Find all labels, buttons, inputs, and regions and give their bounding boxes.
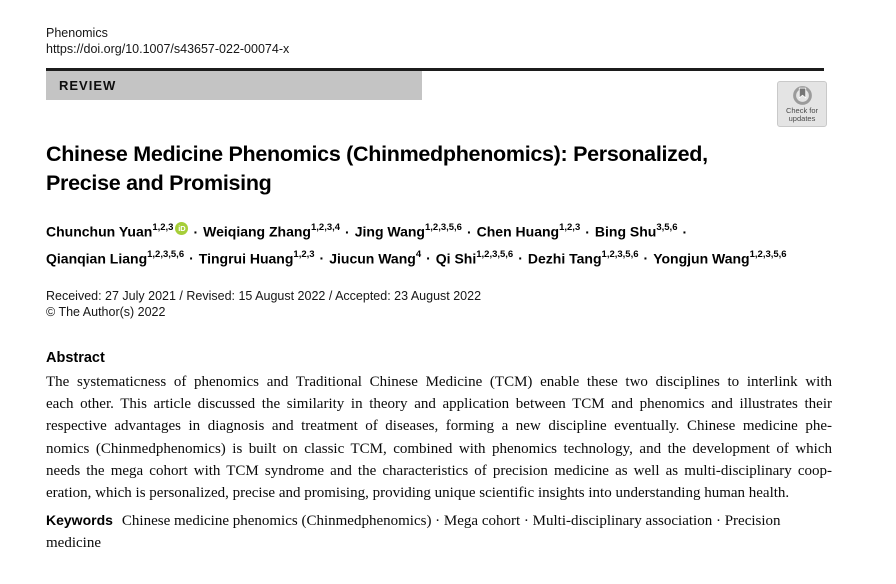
author-separator: · bbox=[643, 250, 649, 267]
author-separator: · bbox=[585, 223, 590, 240]
author-name: Tingrui Huang bbox=[198, 250, 294, 267]
author-separator: · bbox=[466, 223, 472, 240]
abstract-line: respective advantages in diagnosis and treatment of diseases, forming a new discipline eventually. Chinese medicine phe- bbox=[46, 418, 832, 435]
article-title-line2: Precise and Promising bbox=[46, 170, 272, 195]
author-affiliation-numbers: 1,2,3,5,6 bbox=[424, 222, 462, 233]
badge-text-line2: updates bbox=[788, 114, 816, 123]
author-name: Chunchun Yuan bbox=[46, 223, 153, 240]
copyright-line: © The Author(s) 2022 bbox=[46, 305, 166, 319]
author-separator: · bbox=[518, 250, 523, 267]
author-affiliation-numbers: 1,2,3,5,6 bbox=[147, 248, 185, 260]
author-separator: · bbox=[193, 223, 199, 240]
author-name: Dezhi Tang bbox=[527, 250, 602, 267]
author-line bbox=[46, 244, 787, 271]
author-list bbox=[46, 217, 787, 270]
author-affiliation-numbers: 3,5,6 bbox=[656, 222, 678, 233]
author-affiliation-numbers: 1,2,3,5,6 bbox=[601, 248, 639, 260]
article-meta bbox=[46, 288, 481, 320]
badge-text bbox=[786, 107, 818, 124]
abstract-line: eration, which is personalized, precise and promising, providing unique scientific insights into understanding human health. bbox=[46, 485, 790, 502]
author-separator: · bbox=[426, 250, 431, 267]
author-affiliation-numbers: 1,2,3 bbox=[152, 222, 174, 233]
abstract-line: needs the mega cohort with TCM syndrome and the characteristics of precision medicine as well as multi-disciplinary coop- bbox=[46, 462, 832, 479]
author-name: Qianqian Liang bbox=[46, 250, 148, 267]
author-affiliation-numbers: 4 bbox=[415, 248, 422, 260]
author-name: Qi Shi bbox=[435, 250, 477, 267]
abstract-line: The systematicness of phenomics and Traditional Chinese Medicine (TCM) enable these two disciplines to interlink with bbox=[46, 374, 832, 390]
check-for-updates-badge[interactable] bbox=[777, 81, 827, 127]
author-separator: · bbox=[189, 250, 194, 267]
author-name: Jing Wang bbox=[354, 223, 425, 240]
author-name: Chen Huang bbox=[476, 223, 560, 240]
author-affiliation-numbers: 1,2,3,4 bbox=[310, 222, 341, 233]
author-separator: · bbox=[319, 250, 325, 267]
author-affiliation-numbers: 1,2,3,5,6 bbox=[476, 248, 514, 260]
article-title-line1: Chinese Medicine Phenomics (Chinmedphenomics): Personalized, bbox=[46, 142, 708, 166]
history-dates: Received: 27 July 2021 / Revised: 15 August 2022 / Accepted: 23 August 2022 bbox=[46, 289, 482, 303]
author-name: Bing Shu bbox=[594, 223, 657, 240]
abstract-text bbox=[46, 371, 832, 504]
author-separator: · bbox=[682, 223, 688, 240]
article-title bbox=[46, 140, 708, 197]
doi-link[interactable]: https://doi.org/10.1007/s43657-022-00074-x bbox=[46, 42, 290, 56]
author-name: Jiucun Wang bbox=[329, 250, 416, 267]
journal-name: Phenomics bbox=[46, 26, 108, 40]
article-type-label: REVIEW bbox=[59, 78, 117, 93]
crossmark-icon bbox=[792, 85, 813, 106]
author-affiliation-numbers: 1,2,3,5,6 bbox=[749, 248, 787, 260]
author-affiliation-numbers: 1,2,3 bbox=[293, 248, 315, 260]
author-line bbox=[46, 217, 787, 244]
journal-header bbox=[46, 25, 289, 57]
author-name: Yongjun Wang bbox=[653, 250, 750, 267]
keywords-heading: Keywords bbox=[46, 512, 113, 528]
abstract-line: nomics (Chinmedphenomics) is built on classic TCM, combined with phenomics technology, and the development of which bbox=[46, 440, 832, 457]
author-name: Weiqiang Zhang bbox=[203, 223, 311, 240]
keywords-block bbox=[46, 509, 832, 554]
keywords-text: Chinese medicine phenomics (Chinmedphenomics) · Mega cohort · Multi-disciplinary association · Precision medicine bbox=[46, 513, 781, 551]
abstract-heading: Abstract bbox=[46, 350, 105, 366]
author-separator: · bbox=[345, 223, 350, 240]
abstract-line: each other. This article discussed the similarity in theory and application between TCM and phenomics and illustrates their bbox=[46, 396, 832, 413]
badge-text-line1: Check for bbox=[785, 105, 819, 115]
article-type-bar bbox=[46, 71, 422, 100]
orcid-icon[interactable]: iD bbox=[175, 222, 188, 235]
author-affiliation-numbers: 1,2,3 bbox=[559, 222, 581, 233]
